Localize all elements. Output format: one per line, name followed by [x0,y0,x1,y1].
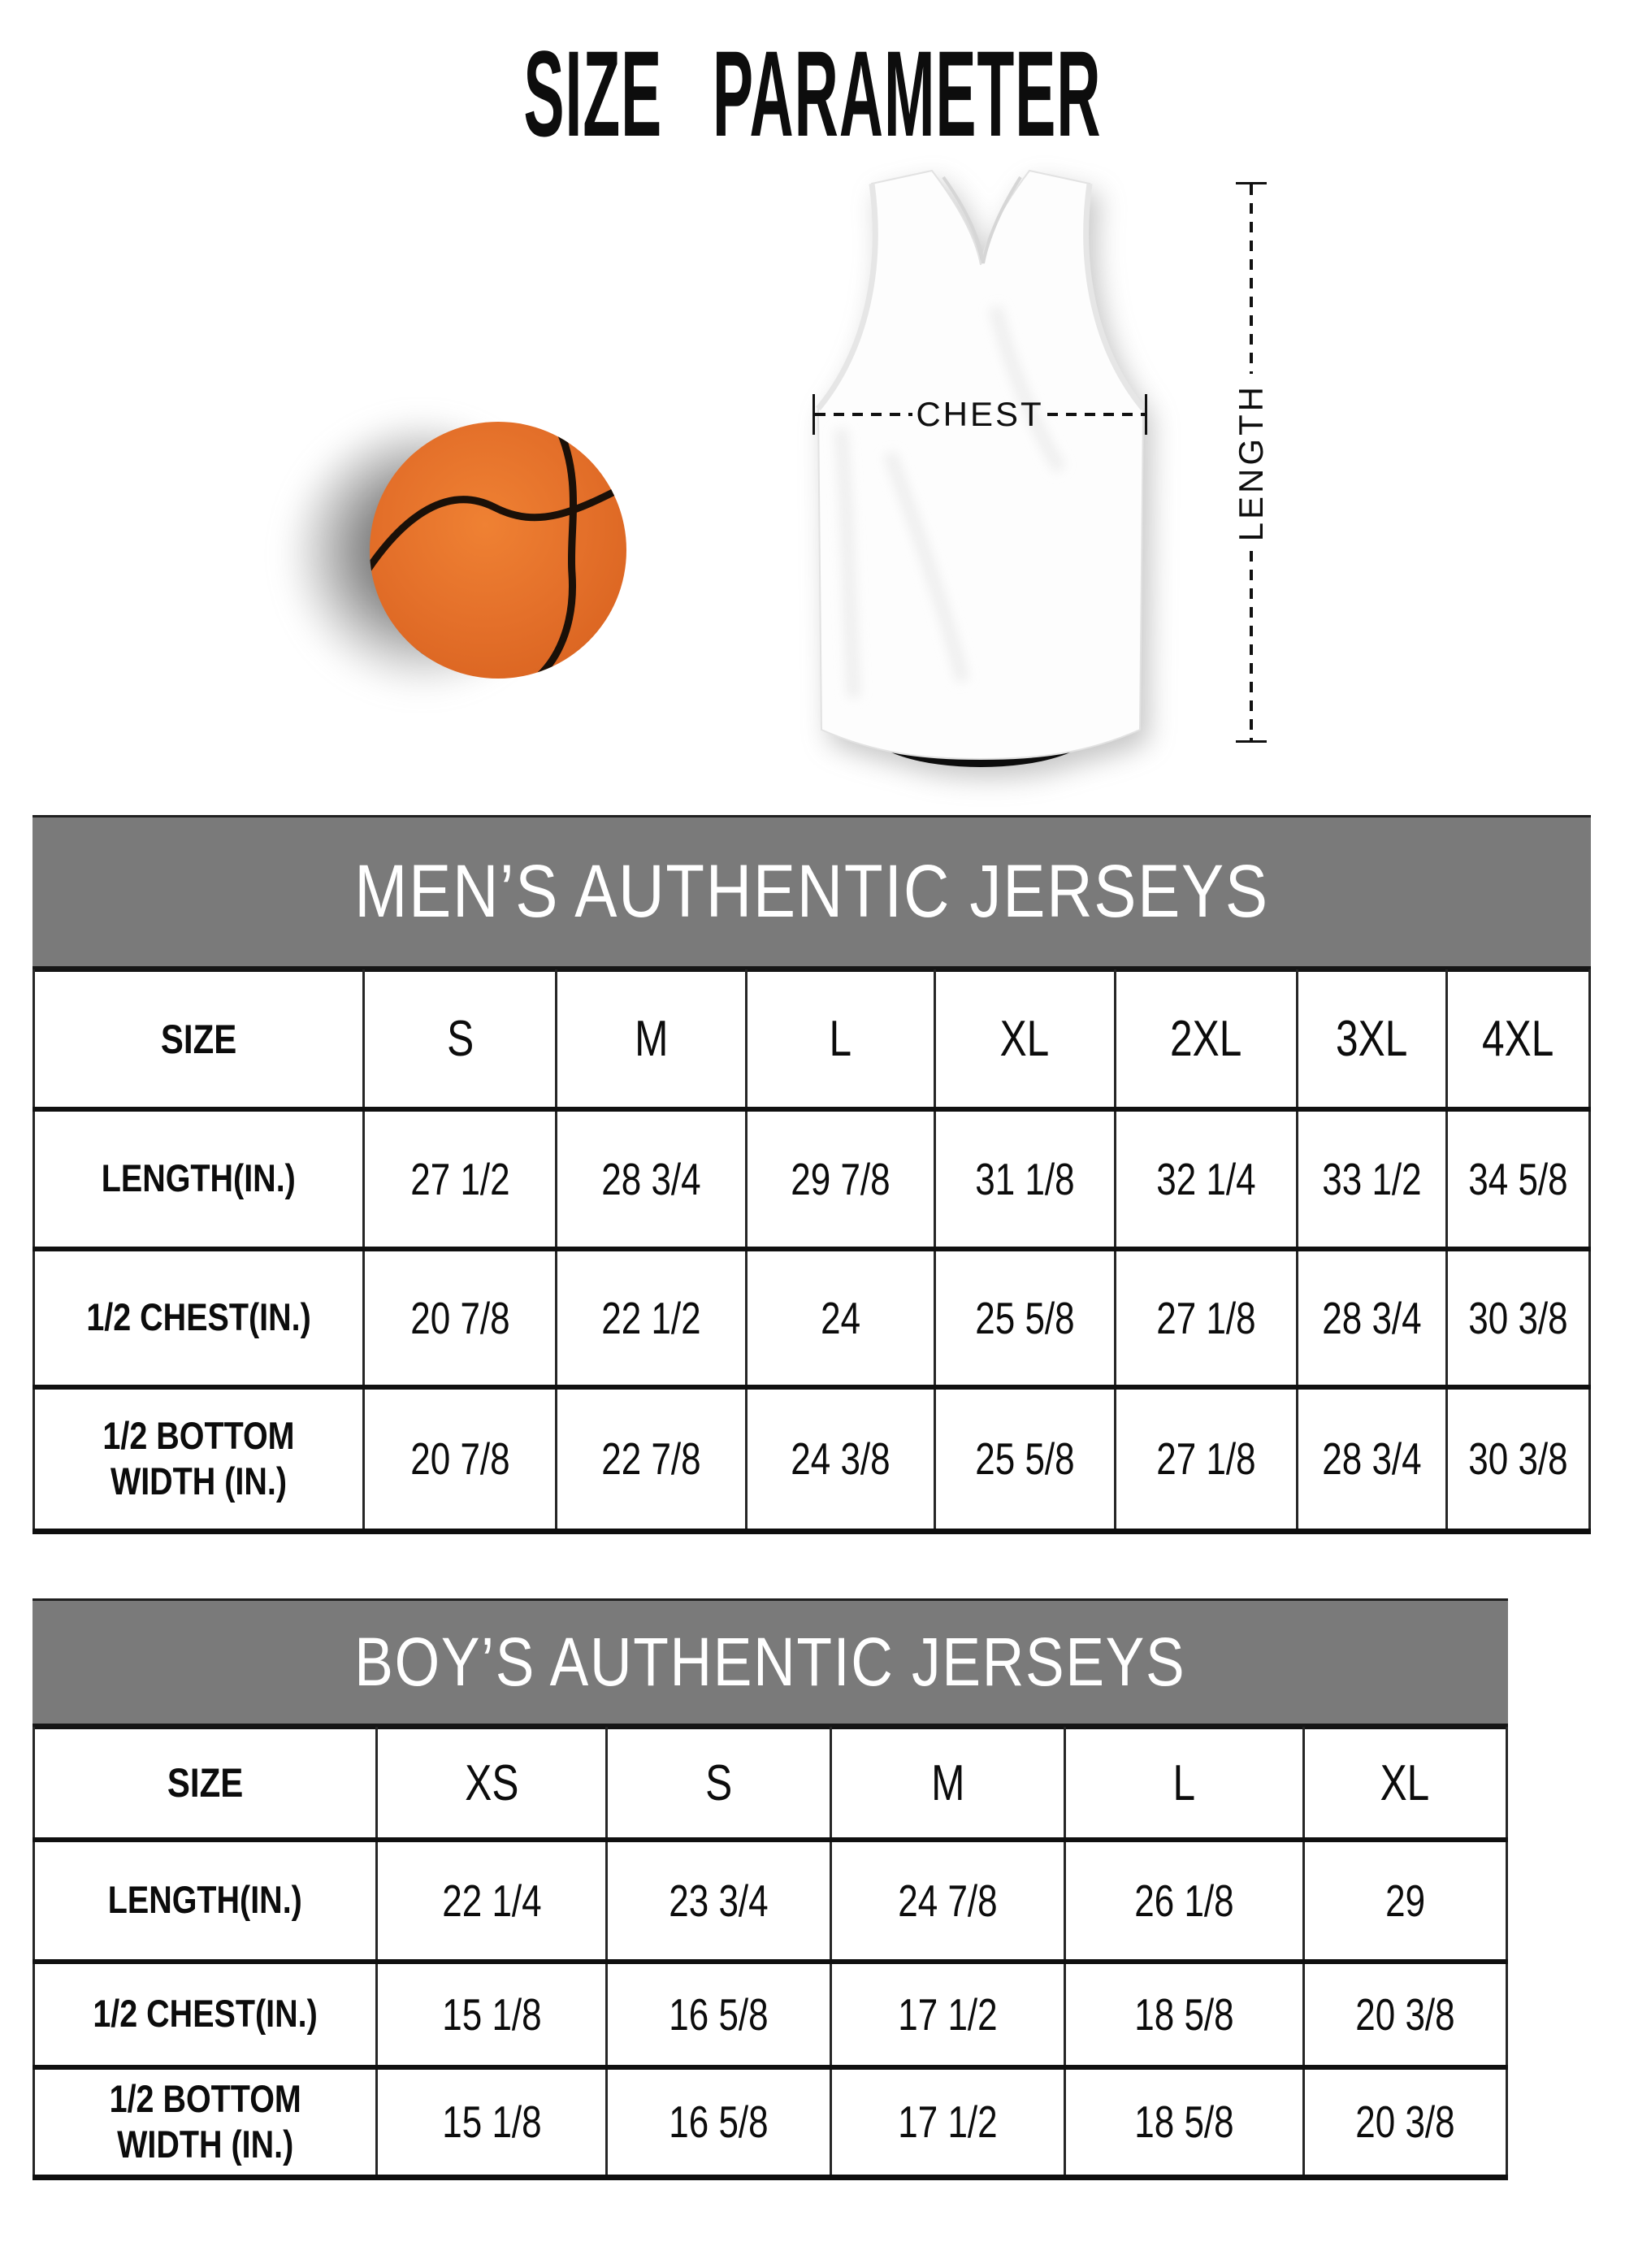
chest-measurement [812,394,1147,435]
table-cell: 29 7/8 [747,1109,935,1249]
mens-table-title: MEN’S AUTHENTIC JERSEYS [354,850,1269,933]
mens-header-cell: SIZE [34,971,364,1109]
table-cell: 24 [747,1249,935,1387]
row-label-cell: 1/2 CHEST(IN.) [34,1962,377,2067]
table-cell: 32 1/4 [1115,1109,1297,1249]
length-dashed-line-top [1250,184,1253,374]
row-label-cell: 1/2 CHEST(IN.) [34,1249,364,1387]
mens-header-cell: 2XL [1115,971,1297,1109]
mens-size-table [32,969,1591,1534]
length-dashed-line-bottom [1250,551,1253,740]
boys-header-cell: S [607,1728,831,1840]
jersey-svg [792,161,1170,778]
table-cell: 31 1/8 [934,1109,1115,1249]
boys-header-cell: XS [377,1728,607,1840]
table-cell: 16 5/8 [607,2067,831,2178]
table-cell: 30 3/8 [1446,1387,1589,1532]
table-cell: 29 [1303,1840,1506,1962]
boys-header-cell: L [1065,1728,1304,1840]
mens-header-cell: XL [934,971,1115,1109]
table-cell: 22 1/2 [557,1249,747,1387]
boys-bottom-width-row [34,2067,1507,2178]
table-cell: 18 5/8 [1065,2067,1304,2178]
table-cell: 28 3/4 [557,1109,747,1249]
row-label-cell: 1/2 BOTTOM WIDTH (IN.) [34,2067,377,2178]
chest-right-tick [1145,394,1147,435]
table-cell: 23 3/4 [607,1840,831,1962]
table-cell: 24 7/8 [830,1840,1064,1962]
boys-header-cell: M [830,1728,1064,1840]
table-cell: 22 7/8 [557,1387,747,1532]
table-cell: 20 3/8 [1303,2067,1506,2178]
mens-bottom-width-row [34,1387,1590,1532]
table-cell: 20 3/8 [1303,1962,1506,2067]
table-cell: 16 5/8 [607,1962,831,2067]
table-cell: 22 1/4 [377,1840,607,1962]
mens-header-cell: 4XL [1446,971,1589,1109]
table-cell: 20 7/8 [363,1249,556,1387]
table-cell: 18 5/8 [1065,1962,1304,2067]
boys-header-cell: SIZE [34,1728,377,1840]
row-label-cell: LENGTH(IN.) [34,1109,364,1249]
jersey-icon [792,161,1170,778]
page-title [0,25,1625,162]
table-cell: 25 5/8 [934,1249,1115,1387]
table-cell: 27 1/2 [363,1109,556,1249]
table-cell: 25 5/8 [934,1387,1115,1532]
table-cell: 20 7/8 [363,1387,556,1532]
mens-chest-row [34,1249,1590,1387]
mens-header-cell: 3XL [1297,971,1446,1109]
boys-length-row [34,1840,1507,1962]
mens-length-row [34,1109,1590,1249]
boys-chest-row [34,1962,1507,2067]
table-cell: 28 3/4 [1297,1387,1446,1532]
length-label: LENGTH [1232,383,1270,542]
table-cell: 17 1/2 [830,2067,1064,2178]
table-cell: 15 1/8 [377,1962,607,2067]
mens-table-title-band [32,815,1591,969]
chest-dashed-line-left [815,413,912,416]
boys-header-cell: XL [1303,1728,1506,1840]
mens-header-cell: L [747,971,935,1109]
basketball-svg [364,416,632,684]
row-label-cell: LENGTH(IN.) [34,1840,377,1962]
chest-dashed-line-right [1047,413,1145,416]
mens-header-row [34,971,1590,1109]
table-cell: 34 5/8 [1446,1109,1589,1249]
table-cell: 30 3/8 [1446,1249,1589,1387]
row-label-cell: 1/2 BOTTOM WIDTH (IN.) [34,1387,364,1532]
boys-table-title: BOY’S AUTHENTIC JERSEYS [354,1624,1186,1700]
boys-header-row [34,1728,1507,1840]
table-cell: 27 1/8 [1115,1249,1297,1387]
boys-size-table [32,1727,1508,2180]
basketball-icon [364,416,632,684]
table-cell: 24 3/8 [747,1387,935,1532]
table-cell: 27 1/8 [1115,1387,1297,1532]
table-cell: 26 1/8 [1065,1840,1304,1962]
mens-header-cell: S [363,971,556,1109]
boys-table-title-band [32,1598,1508,1727]
mens-header-cell: M [557,971,747,1109]
table-cell: 15 1/8 [377,2067,607,2178]
length-measurement [1233,182,1269,743]
length-bottom-tick [1236,740,1267,743]
chest-label: CHEST [916,395,1044,433]
table-cell: 28 3/4 [1297,1249,1446,1387]
table-cell: 33 1/2 [1297,1109,1446,1249]
table-cell: 17 1/2 [830,1962,1064,2067]
page-title-text: SIZE PARAMETER [523,25,1102,162]
